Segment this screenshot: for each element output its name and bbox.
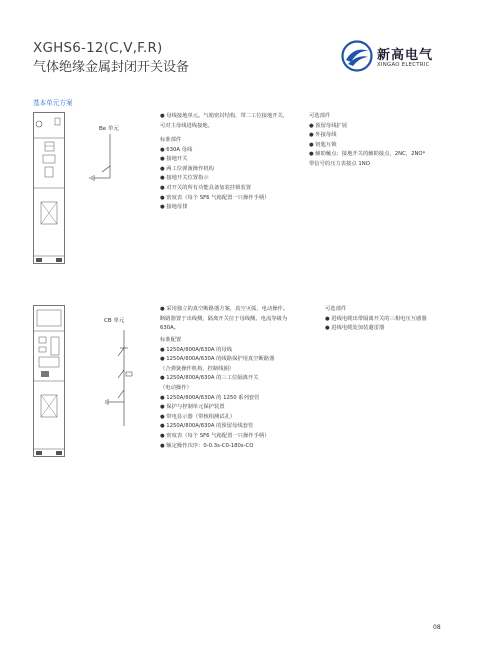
list-item: ● 1250A/800A/630A 的 1250 系列套管: [160, 394, 260, 401]
list-heading: 可选部件: [309, 113, 331, 119]
brand-name-english: XINGAO ELECTRIC: [377, 62, 430, 68]
list-item: 带信号的压力表接点 1NO: [309, 160, 370, 167]
list-item: （电动操作）: [160, 384, 192, 391]
list-item: ● 预留母线扩展: [309, 122, 348, 129]
cb-unit-standard-list: [160, 336, 274, 451]
be-unit-label: Be 单元: [99, 126, 119, 132]
text-line: ● 采用独立的真空断路器方案，真空灭弧，电动操作。: [160, 306, 289, 312]
list-item: ● 保护与控制单元保护装置: [160, 404, 225, 411]
be-unit-single-line-diagram: [88, 134, 130, 184]
brand-name: 新高电气: [377, 48, 434, 63]
list-heading: 标准配置: [160, 337, 182, 343]
list-item: ● 1250A/800A/630A 的三工位隔离开关: [160, 375, 259, 382]
list-heading: 标准部件: [160, 137, 182, 143]
be-unit-optional-list: [309, 112, 425, 170]
list-item: ● 接地开关: [160, 156, 188, 163]
brand-logo-icon: [340, 40, 374, 72]
list-item: ● 额定操作次序：0-0.3s-C0-180s-CO: [160, 442, 254, 449]
text-line: 断路器置于出线侧，隔离开关位于母线侧。电流等级为: [160, 315, 288, 322]
list-item: ● 两工位弹簧操作机构: [160, 165, 214, 172]
page-number: 08: [433, 624, 441, 631]
list-item: ● 密度表（每个 SF6 气箱配置一只操作手柄）: [160, 432, 270, 439]
cb-unit-cabinet-drawing: [33, 305, 65, 457]
list-item: ● 630A 母线: [160, 146, 193, 153]
be-unit-cabinet-drawing: [33, 112, 65, 264]
product-model: XGHS6-12(C,V,F.R): [33, 40, 163, 56]
be-unit-intro: [160, 112, 288, 131]
text-line: 630A。: [160, 325, 180, 332]
list-item: ● 钥匙互锁: [309, 141, 337, 148]
list-item: ● 进线电缆出带隔离开关的三相电压互感器: [325, 315, 427, 322]
list-heading: 可选部件: [325, 306, 347, 312]
cb-unit-optional-list: [325, 305, 427, 334]
cb-unit-label: CB 单元: [104, 318, 125, 324]
list-item: ● 带电显示器（带核相测试孔）: [160, 413, 236, 420]
list-item: （合弹簧操作机构、控制线圈）: [160, 365, 235, 372]
list-item: ● 1250A/800A/630A 的预留母线套管: [160, 423, 254, 430]
text-line: ● 母线接地单元。气箱密封结构，带二工位接地开关，: [160, 113, 289, 119]
list-item: ● 对开关的所有功能具备加装挂锁装置: [160, 184, 252, 191]
list-item: ● 1250A/800A/630A 的线路保护用真空断路器: [160, 356, 275, 363]
cb-unit-intro: [160, 305, 288, 334]
cb-unit-single-line-diagram: [104, 330, 146, 430]
list-item: ● 接地开关位置指示: [160, 175, 209, 182]
list-item: ● 密度表（每个 SF6 气箱配置一只操作手柄）: [160, 194, 270, 201]
list-item: ● 辅助触点：接地开关的辅助接点，2NC，2NO*: [309, 151, 426, 158]
list-item: ● 外接母线: [309, 132, 337, 139]
list-item: ● 进线电缆处加装避雷器: [325, 325, 385, 332]
page-title: 气体绝缘金属封闭开关设备: [33, 60, 190, 75]
list-item: ● 1250A/800A/630A 的母线: [160, 346, 233, 353]
section-title: 基本单元方案: [33, 99, 73, 107]
text-line: 可对主母线进线接地。: [160, 122, 213, 129]
be-unit-standard-list: [160, 136, 270, 213]
list-item: ● 接地母排: [160, 204, 188, 211]
